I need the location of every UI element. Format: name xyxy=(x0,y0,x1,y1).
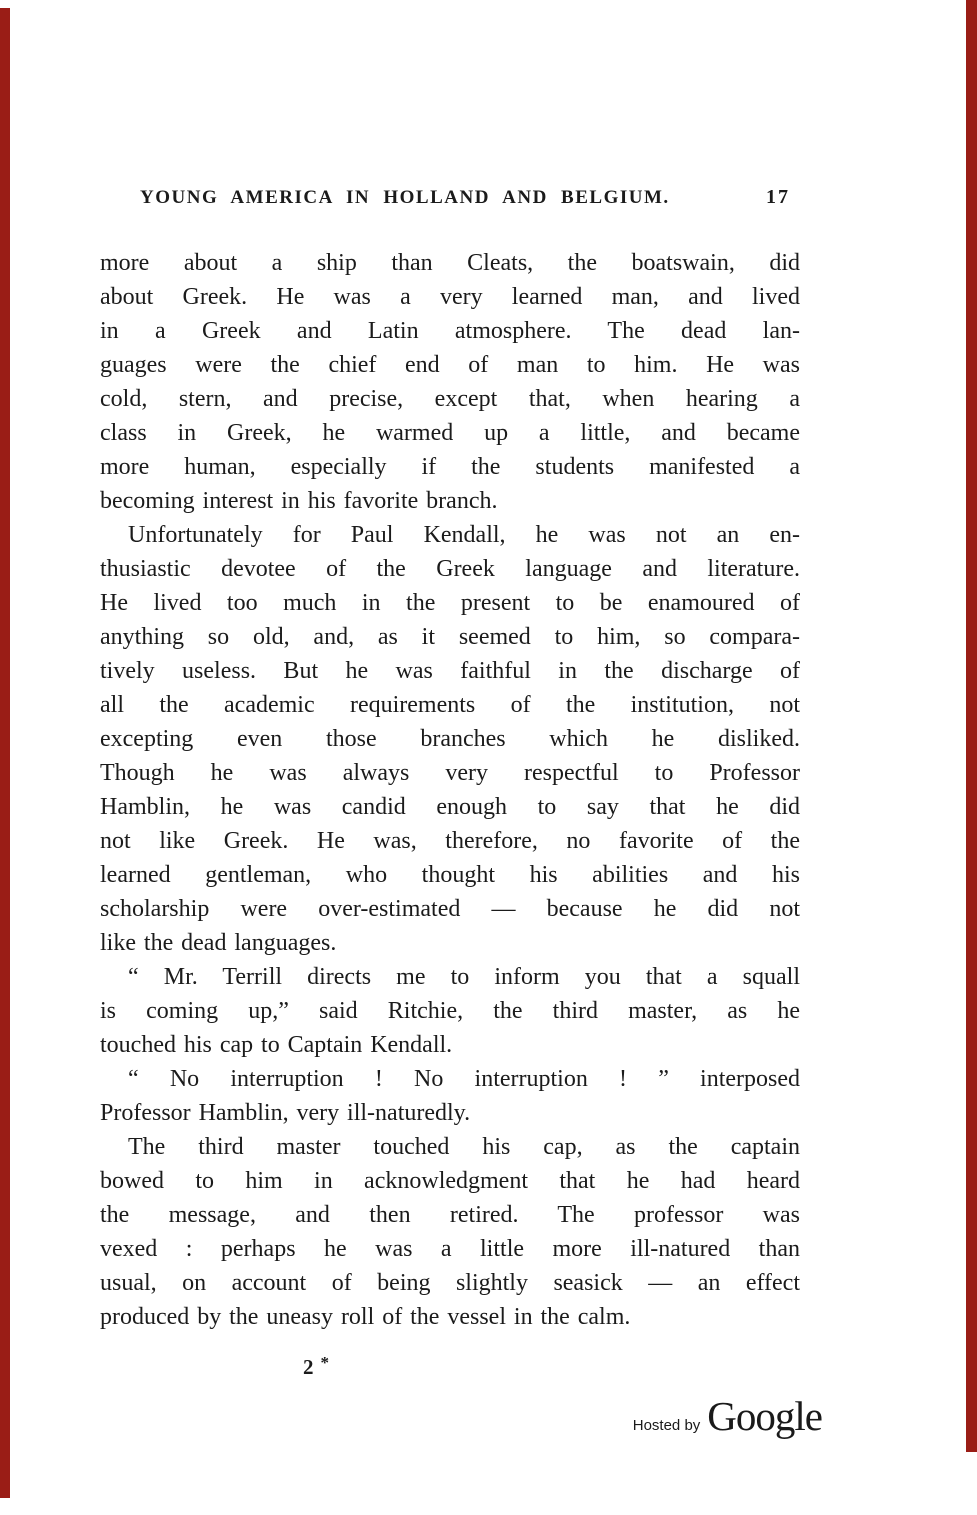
text-line: bowed to him in acknowledgment that he had heard xyxy=(100,1168,800,1194)
text-line: like the dead languages. xyxy=(100,930,337,956)
running-header xyxy=(140,186,790,209)
text-line: is coming up,” said Ritchie, the third master, as he xyxy=(100,998,800,1024)
text-line: the message, and then retired. The professor was xyxy=(100,1202,800,1228)
text-line: He lived too much in the present to be enamoured of xyxy=(100,590,800,616)
text-line: touched his cap to Captain Kendall. xyxy=(100,1032,453,1058)
text-line: all the academic requirements of the institution, not xyxy=(100,692,800,718)
text-line: more about a ship than Cleats, the boatswain, did xyxy=(100,250,800,276)
text-line: guages were the chief end of man to him. He was xyxy=(100,352,800,378)
text-line: scholarship were over-estimated — because he did not xyxy=(100,896,800,922)
signature-asterisk: * xyxy=(320,1353,330,1372)
text-line: more human, especially if the students manifested a xyxy=(100,454,800,480)
text-line: “ Mr. Terrill directs me to inform you that a squall xyxy=(128,964,800,990)
text-line: learned gentleman, who thought his abilities and his xyxy=(100,862,800,888)
text-line: class in Greek, he warmed up a little, and became xyxy=(100,420,800,446)
text-line: about Greek. He was a very learned man, and lived xyxy=(100,284,800,310)
running-header-title: YOUNG AMERICA IN HOLLAND AND BELGIUM. xyxy=(140,187,670,208)
text-line: anything so old, and, as it seemed to him, so compara- xyxy=(100,624,800,650)
google-watermark xyxy=(633,1392,822,1440)
text-line: not like Greek. He was, therefore, no favorite of the xyxy=(100,828,800,854)
signature-number: 2 xyxy=(303,1355,315,1379)
text-line: “ No interruption ! No interruption ! ” interposed xyxy=(128,1066,800,1092)
signature-mark xyxy=(303,1353,330,1380)
body-text-block xyxy=(100,246,800,1334)
text-line: Unfortunately for Paul Kendall, he was not an en- xyxy=(128,522,800,548)
text-line: The third master touched his cap, as the captain xyxy=(128,1134,800,1160)
google-logo: Google xyxy=(707,1393,822,1439)
text-line: in a Greek and Latin atmosphere. The dead lan- xyxy=(100,318,800,344)
page-number: 17 xyxy=(766,186,790,208)
text-line: becoming interest in his favorite branch. xyxy=(100,488,498,514)
text-line: excepting even those branches which he disliked. xyxy=(100,726,800,752)
hosted-by-label: Hosted by xyxy=(632,1417,701,1434)
text-line: Though he was always very respectful to Professor xyxy=(100,760,800,786)
text-line: Professor Hamblin, very ill-naturedly. xyxy=(100,1100,471,1126)
text-line: produced by the uneasy roll of the vessel in the calm. xyxy=(100,1304,631,1330)
text-line: cold, stern, and precise, except that, when hearing a xyxy=(100,386,800,412)
text-line: thusiastic devotee of the Greek language and literature. xyxy=(100,556,800,582)
text-line: vexed : perhaps he was a little more ill-natured than xyxy=(100,1236,800,1262)
text-line: Hamblin, he was candid enough to say that he did xyxy=(100,794,800,820)
scan-edge-right-bar xyxy=(966,0,977,1452)
scan-edge-left-bar xyxy=(0,8,10,1498)
text-line: usual, on account of being slightly seasick — an effect xyxy=(100,1270,800,1296)
text-line: tively useless. But he was faithful in the discharge of xyxy=(100,658,800,684)
